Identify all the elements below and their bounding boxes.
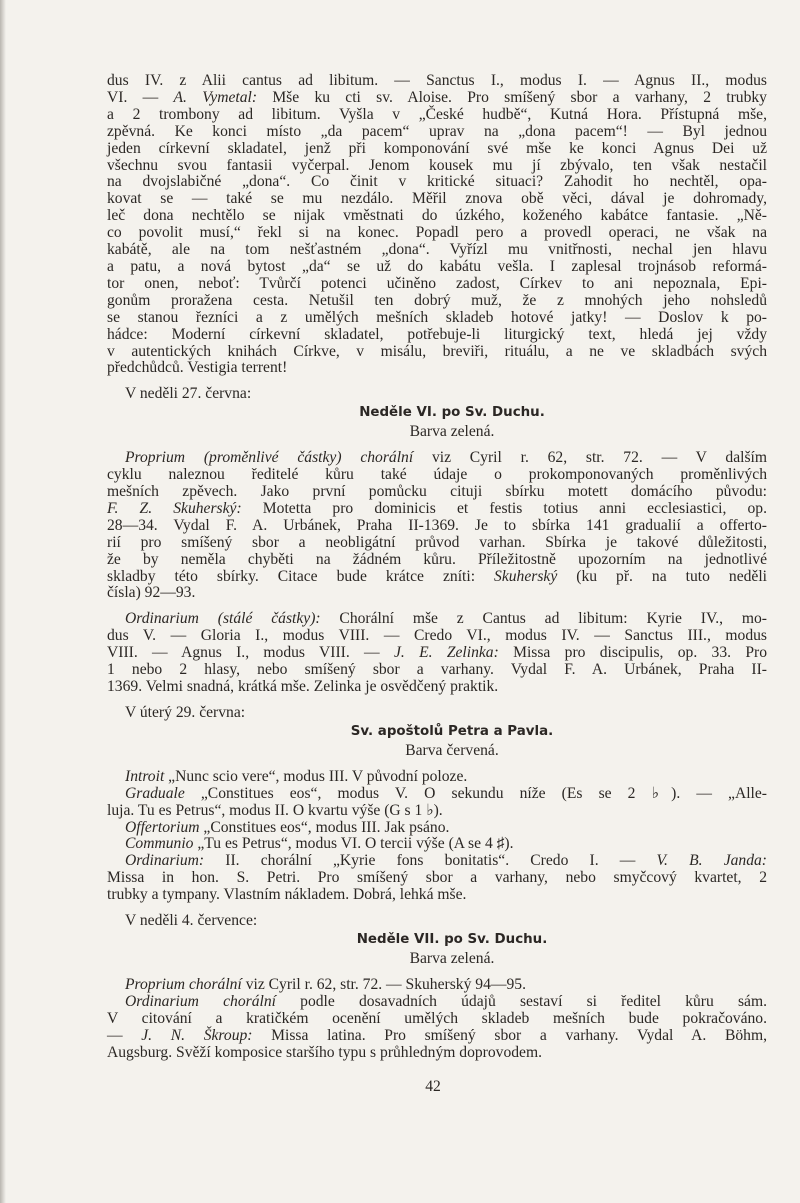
text-run: Chorální mše z Cantus ad libitum: Kyrie IV., mo- bbox=[320, 610, 767, 628]
text-line bbox=[107, 679, 767, 696]
text-line bbox=[107, 259, 767, 276]
text-run: mešních zpěvech. Jako první pomůcku cituji sbírku motett domácího původu: bbox=[107, 483, 767, 501]
text-run: rií pro smíšený sbor a neobligátní průvod varhan. Sbírka je takové důležitosti, bbox=[107, 533, 767, 551]
italic-reference: J. E. Zelinka: bbox=[393, 644, 499, 662]
text-run: jeden církevní skladatel, jenž při komponování své mše ke konci Agnus Dei už bbox=[107, 139, 767, 157]
text-line bbox=[107, 344, 767, 361]
italic-reference: Ordinarium: bbox=[125, 852, 205, 870]
text-run: viz Cyril r. 62, str. 72. — V dalším bbox=[413, 449, 767, 467]
text-line bbox=[107, 191, 767, 208]
text-line bbox=[107, 293, 767, 310]
text-run: kabátě, ale na tom nešťastném „dona“. Vyřízl mu vnitřnosti, nechal jen hlavu bbox=[107, 241, 767, 259]
text-line bbox=[107, 786, 767, 803]
text-line bbox=[107, 535, 767, 552]
text-line bbox=[107, 73, 767, 90]
liturgical-color: Barva zelená. bbox=[409, 949, 495, 967]
italic-reference: F. Z. Skuherský: bbox=[107, 499, 242, 517]
text-run: tor onen, neboť: Tvůrčí potenci učiněno zadost, Církev to ani nepoznala, Epi- bbox=[107, 274, 767, 292]
text-run: předchůdců. Vestigia terrent! bbox=[107, 359, 288, 377]
text-line bbox=[107, 853, 767, 870]
text-line bbox=[107, 1045, 767, 1062]
italic-reference: Graduale bbox=[125, 784, 185, 802]
text-run: co povolit musí,“ řekl si na konec. Popadl pero a provedl operaci, ne však na bbox=[107, 224, 767, 242]
text-line bbox=[107, 360, 767, 377]
text-run: skladby této sbírky. Citace bude krátce zníti: bbox=[107, 567, 495, 585]
italic-reference: Ordinarium chorální bbox=[125, 992, 276, 1010]
italic-reference: Proprium (proměnlivé částky) chorální bbox=[125, 449, 414, 467]
text-line bbox=[107, 310, 767, 327]
text-run: čísla) 92—93. bbox=[107, 584, 196, 602]
text-line bbox=[107, 1011, 767, 1028]
text-run: 28—34. Vydal F. A. Urbánek, Praha II-1369. Je to sbírka 141 gradualií a offerto- bbox=[107, 516, 767, 534]
text-run: V citování a kratičkém ocenění umělých skladeb mešních bude pokračováno. bbox=[107, 1009, 767, 1027]
italic-reference: Communio bbox=[125, 835, 194, 853]
text-run: VI. — bbox=[107, 88, 174, 106]
text-run: Missa in hon. S. Petri. Pro smíšený sbor a varhany, nebo smyčcový kvartet, 2 bbox=[107, 869, 767, 887]
text-line bbox=[107, 90, 767, 107]
text-run: „Constitues eos“, modus V. O sekundu níže (Es se 2 ♭). — „Alle- bbox=[184, 784, 767, 802]
page-number: 42 bbox=[425, 1078, 441, 1095]
text-run: 1 nebo 2 hlasy, nebo smíšený sbor a varhany. Vydal F. A. Urbánek, Praha II- bbox=[107, 661, 767, 679]
italic-reference: Ordinarium (stálé částky): bbox=[125, 610, 321, 628]
text-line bbox=[107, 994, 767, 1011]
text-run: viz Cyril r. 62, str. 72. — Skuherský 94—95. bbox=[241, 975, 526, 993]
text-run: hádce: Moderní církevní skladatel, potřebuje-li liturgický text, hledá jej vždy bbox=[107, 325, 767, 343]
text-line bbox=[107, 645, 767, 662]
paragraph bbox=[107, 73, 767, 377]
text-run: leč dona nechtělo se nijak vměstnati do úzkého, koženého kabátce fantasie. „Ně- bbox=[107, 207, 767, 225]
italic-reference: V. B. Janda: bbox=[656, 852, 767, 870]
date-label: V neděli 4. července: bbox=[125, 912, 258, 930]
liturgical-color: Barva červená. bbox=[405, 741, 499, 759]
text-run: gonům proražena cesta. Netušil ten dobrý muž, že z mnohých jeho nohsledů bbox=[107, 291, 767, 309]
text-line bbox=[107, 225, 767, 242]
text-line bbox=[107, 208, 767, 225]
date-label: V neděli 27. června: bbox=[125, 385, 252, 403]
text-run: cyklu naleznou ředitelé kůru také údaje o prokomponovaných proměnlivých bbox=[107, 466, 767, 484]
text-run: a 2 trombony ad libitum. Vyšla v „České hudbě“, Kutná Hora. Přístupná mše, bbox=[107, 105, 767, 123]
text-run: „Constitues eos“, modus III. Jak psáno. bbox=[199, 818, 450, 836]
paragraph bbox=[107, 786, 767, 820]
text-line bbox=[107, 276, 767, 293]
text-run: Augsburg. Svěží komposice staršího typu s průhledným doprovodem. bbox=[107, 1043, 542, 1061]
italic-reference: Introit bbox=[125, 767, 165, 785]
text-run: že by neměla chyběti na žádném kůru. Příležitostně upozorním na jednotlivé bbox=[107, 550, 767, 568]
italic-reference: J. N. Škroup: bbox=[141, 1026, 253, 1044]
text-line bbox=[107, 628, 767, 645]
text-line bbox=[107, 887, 767, 904]
text-line bbox=[107, 552, 767, 569]
text-run: dus IV. z Alii cantus ad libitum. — Sanctus I., modus I. — Agnus II., modus bbox=[107, 72, 767, 89]
text-line bbox=[107, 611, 767, 628]
page-body bbox=[107, 73, 767, 1062]
text-line bbox=[107, 501, 767, 518]
text-run: luja. Tu es Petrus“, modus II. O kvartu výše (G s 1 ♭). bbox=[107, 801, 443, 819]
text-run: trubky a tympany. Vlastním nákladem. Dobrá, lehká mše. bbox=[107, 886, 467, 904]
text-run: dus V. — Gloria I., modus VIII. — Credo VI., modus IV. — Sanctus III., modus bbox=[107, 627, 767, 645]
text-run: „Tu es Petrus“, modus VI. O tercii výše (A se 4 ♯). bbox=[193, 835, 514, 853]
text-line bbox=[107, 870, 767, 887]
liturgical-color: Barva zelená. bbox=[409, 423, 495, 441]
text-run: zpěvná. Ke konci místo „da pacem“ uprav na „dona pacem“! — Byl jednou bbox=[107, 122, 767, 140]
text-line bbox=[107, 467, 767, 484]
paragraph bbox=[107, 836, 767, 853]
text-line bbox=[107, 141, 767, 158]
italic-reference: Offertorium bbox=[125, 818, 200, 836]
text-run: na dvojslabičné „dona“. Co činit v kritické situaci? Zahodit ho nechtěl, opa- bbox=[107, 173, 767, 191]
text-line bbox=[107, 484, 767, 501]
text-line bbox=[107, 107, 767, 124]
paragraph bbox=[107, 450, 767, 602]
paragraph bbox=[107, 994, 767, 1062]
text-line bbox=[107, 1028, 767, 1045]
text-line bbox=[107, 450, 767, 467]
paragraph bbox=[107, 769, 767, 786]
scan-edge-shadow bbox=[0, 0, 6, 1203]
text-run: Missa latina. Pro smíšený sbor a varhany. Vydal A. Böhm, bbox=[252, 1026, 767, 1044]
text-line bbox=[107, 124, 767, 141]
paragraph bbox=[107, 977, 767, 994]
text-line bbox=[107, 803, 767, 820]
paragraph bbox=[107, 611, 767, 696]
text-run: VIII. — Agnus I., modus VIII. — bbox=[107, 644, 394, 662]
text-run: Missa pro discipulis, op. 33. Pro bbox=[498, 644, 767, 662]
paragraph bbox=[107, 853, 767, 904]
feast-heading: Sv. apoštolů Petra a Pavla. bbox=[350, 723, 554, 739]
text-run: podle dosavadních údajů sestaví si ředitel kůru sám. bbox=[275, 992, 767, 1010]
text-line bbox=[107, 977, 767, 994]
text-line bbox=[107, 836, 767, 853]
text-run: kovat se — také se mu nezdálo. Měřil znova obě věci, dával je dohromady, bbox=[107, 190, 767, 208]
text-run: Motetta pro dominicis et festis totius anni ecclesiastici, op. bbox=[241, 499, 768, 517]
date-label: V úterý 29. června: bbox=[125, 703, 246, 721]
italic-reference: Skuherský bbox=[494, 567, 558, 585]
text-line bbox=[107, 769, 767, 786]
text-line bbox=[107, 174, 767, 191]
text-run: II. chorální „Kyrie fons bonitatis“. Credo I. — bbox=[204, 852, 657, 870]
text-run: — bbox=[107, 1026, 142, 1044]
text-run: (ku př. na tuto neděli bbox=[557, 567, 767, 585]
feast-heading: Neděle VII. po Sv. Duchu. bbox=[356, 931, 548, 947]
text-line bbox=[107, 518, 767, 535]
italic-reference: Proprium chorální bbox=[125, 975, 242, 993]
paragraph bbox=[107, 820, 767, 837]
text-line bbox=[107, 662, 767, 679]
text-run: všechnu svou fantasii vyčerpal. Jenom kousek mu jí zbývalo, ten však nestačil bbox=[107, 156, 767, 174]
text-run: se stanou řezníci a z umělých mešních skladeb hotové jatky! — Doslov k po- bbox=[107, 308, 767, 326]
italic-reference: A. Vymetal: bbox=[173, 88, 258, 106]
text-run: Mše ku cti sv. Aloise. Pro smíšený sbor a varhany, 2 trubky bbox=[257, 88, 767, 106]
text-run: 1369. Velmi snadná, krátká mše. Zelinka je osvědčený praktik. bbox=[107, 678, 499, 695]
text-line bbox=[107, 585, 767, 602]
text-line bbox=[107, 569, 767, 586]
text-line bbox=[107, 327, 767, 344]
text-line bbox=[107, 158, 767, 175]
text-line bbox=[107, 820, 767, 837]
text-run: „Nunc scio vere“, modus III. V původní poloze. bbox=[164, 767, 468, 785]
text-run: v autentických knihách Církve, v misálu, breviři, rituálu, a ne ve skladbách svých bbox=[107, 342, 767, 360]
feast-heading: Neděle VI. po Sv. Duchu. bbox=[359, 405, 545, 421]
text-run: a patu, a nová bytost „da“ se už do kabátu vešla. I zaplesal trojnásob reformá- bbox=[107, 257, 767, 275]
text-line bbox=[107, 242, 767, 259]
